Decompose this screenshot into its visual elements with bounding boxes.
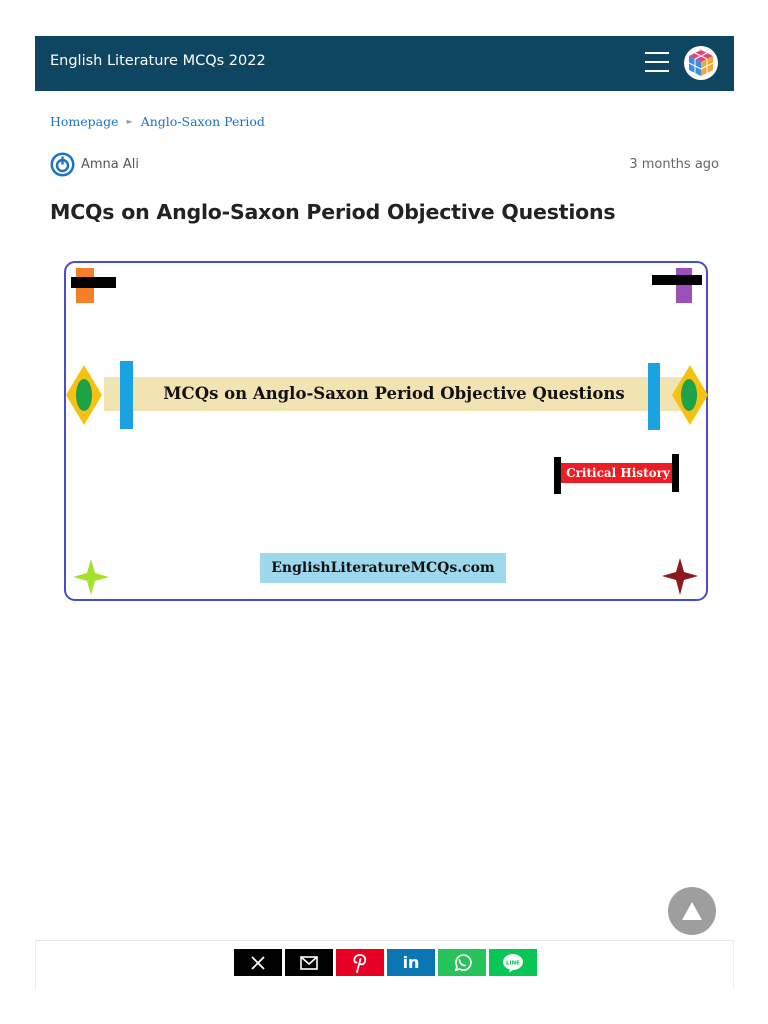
breadcrumb [50, 114, 265, 129]
featured-image-graphic [64, 261, 708, 601]
featured-image-site: EnglishLiteratureMCQs.com [271, 560, 495, 576]
site-title[interactable]: English Literature MCQs 2022 [50, 53, 266, 69]
share-pinterest-button[interactable] [336, 949, 384, 976]
cube-logo-icon[interactable] [683, 45, 719, 81]
post-title: MCQs on Anglo-Saxon Period Objective Questions [50, 200, 616, 224]
scroll-to-top-button[interactable] [668, 887, 716, 935]
featured-image [64, 261, 708, 601]
share-line-button[interactable] [489, 949, 537, 976]
post-timestamp: 3 months ago [629, 157, 719, 172]
share-bar [35, 940, 734, 990]
line-icon [502, 953, 524, 973]
featured-image-badge: Critical History [566, 466, 670, 480]
author-avatar-icon[interactable] [50, 152, 75, 177]
featured-image-title: MCQs on Anglo-Saxon Period Objective Questions [163, 384, 625, 403]
triangle-up-icon [681, 900, 703, 922]
share-linkedin-button[interactable] [387, 949, 435, 976]
author-info [50, 152, 139, 177]
pinterest-icon [352, 953, 368, 973]
share-email-button[interactable] [285, 949, 333, 976]
x-icon [250, 955, 266, 971]
whatsapp-icon [452, 953, 472, 973]
share-whatsapp-button[interactable] [438, 949, 486, 976]
author-name[interactable]: Amna Ali [81, 157, 140, 172]
envelope-icon [300, 956, 318, 970]
site-header [35, 36, 734, 91]
breadcrumb-separator-icon: ► [126, 117, 133, 126]
hamburger-menu-icon[interactable] [645, 50, 671, 74]
line-icon-label: LINE [506, 960, 520, 966]
linkedin-icon: in [402, 953, 420, 972]
breadcrumb-current-link[interactable]: Anglo-Saxon Period [140, 114, 265, 129]
share-x-button[interactable] [234, 949, 282, 976]
breadcrumb-home-link[interactable]: Homepage [50, 114, 119, 129]
